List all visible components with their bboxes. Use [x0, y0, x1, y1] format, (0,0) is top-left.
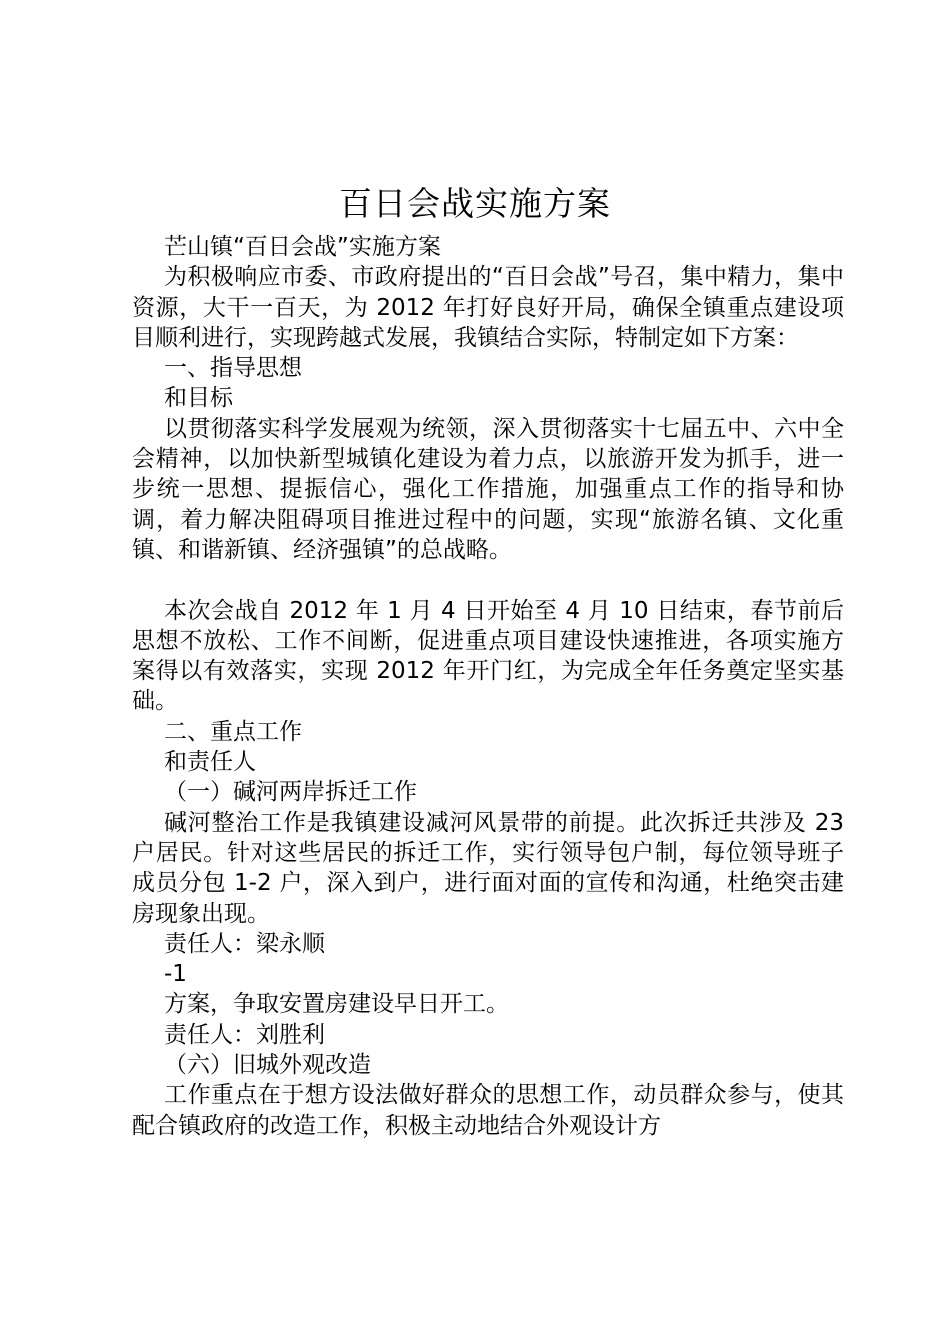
- paragraph-schedule: 本次会战自 2012 年 1 月 4 日开始至 4 月 10 日结束，春节前后思想不放松、工作不间断，促进重点项目建设快速推进，各项实施方案得以有效落实，实现 2012 年开门红，为完成全年任务奠定坚实基础。: [132, 597, 844, 715]
- page-marker: -1: [164, 961, 187, 988]
- subsection-heading-old-town: （六）旧城外观改造: [164, 1052, 371, 1079]
- paragraph-guiding-thought: 以贯彻落实科学发展观为统领，深入贯彻落实十七届五中、六中全会精神，以加快新型城镇化建设为着力点，以旅游开发为抓手，进一步统一思想、提振信心，强化工作措施，加强重点工作的指导和协调，着力解决阻碍项目推进过程中的问题，实现“旅游名镇、文化重镇、和谐新镇、经济强镇”的总战略。: [132, 415, 844, 563]
- document-title: 百日会战实施方案: [339, 184, 611, 223]
- responsible-person-1: 责任人：梁永顺: [164, 930, 325, 957]
- paragraph-old-town: 工作重点在于想方设法做好群众的思想工作，动员群众参与，使其配合镇政府的改造工作，积极主动地结合外观设计方: [132, 1082, 844, 1139]
- responsible-person-2: 责任人：刘胜利: [164, 1021, 325, 1048]
- blank-line: [132, 565, 844, 595]
- document-body: [132, 232, 844, 1141]
- section-heading-key-work: 二、重点工作: [164, 718, 302, 745]
- paragraph-resettlement: 方案，争取安置房建设早日开工。: [164, 991, 509, 1018]
- paragraph-intro: 为积极响应市委、市政府提出的“百日会战”号召，集中精力，集中资源，大干一百天，为 2012 年打好良好开局，确保全镇重点建设项目顺利进行，实现跨越式发展，我镇结合实际，特制定如下方案：: [132, 264, 844, 351]
- subsection-heading-demolition: （一）碱河两岸拆迁工作: [164, 779, 417, 806]
- paragraph-demolition: 碱河整治工作是我镇建设减河风景带的前提。此次拆迁共涉及 23 户居民。针对这些居民的拆迁工作，实行领导包户制，每位领导班子成员分包 1-2 户，深入到户，进行面对面的宣传和沟通，杜绝突击建房现象出现。: [132, 809, 844, 927]
- paragraph-subtitle: 芒山镇“百日会战”实施方案: [164, 234, 441, 260]
- section-heading-key-work-cont: 和责任人: [164, 749, 256, 776]
- section-heading-guiding-thought: 一、指导思想: [164, 355, 302, 382]
- section-heading-guiding-thought-cont: 和目标: [164, 385, 233, 412]
